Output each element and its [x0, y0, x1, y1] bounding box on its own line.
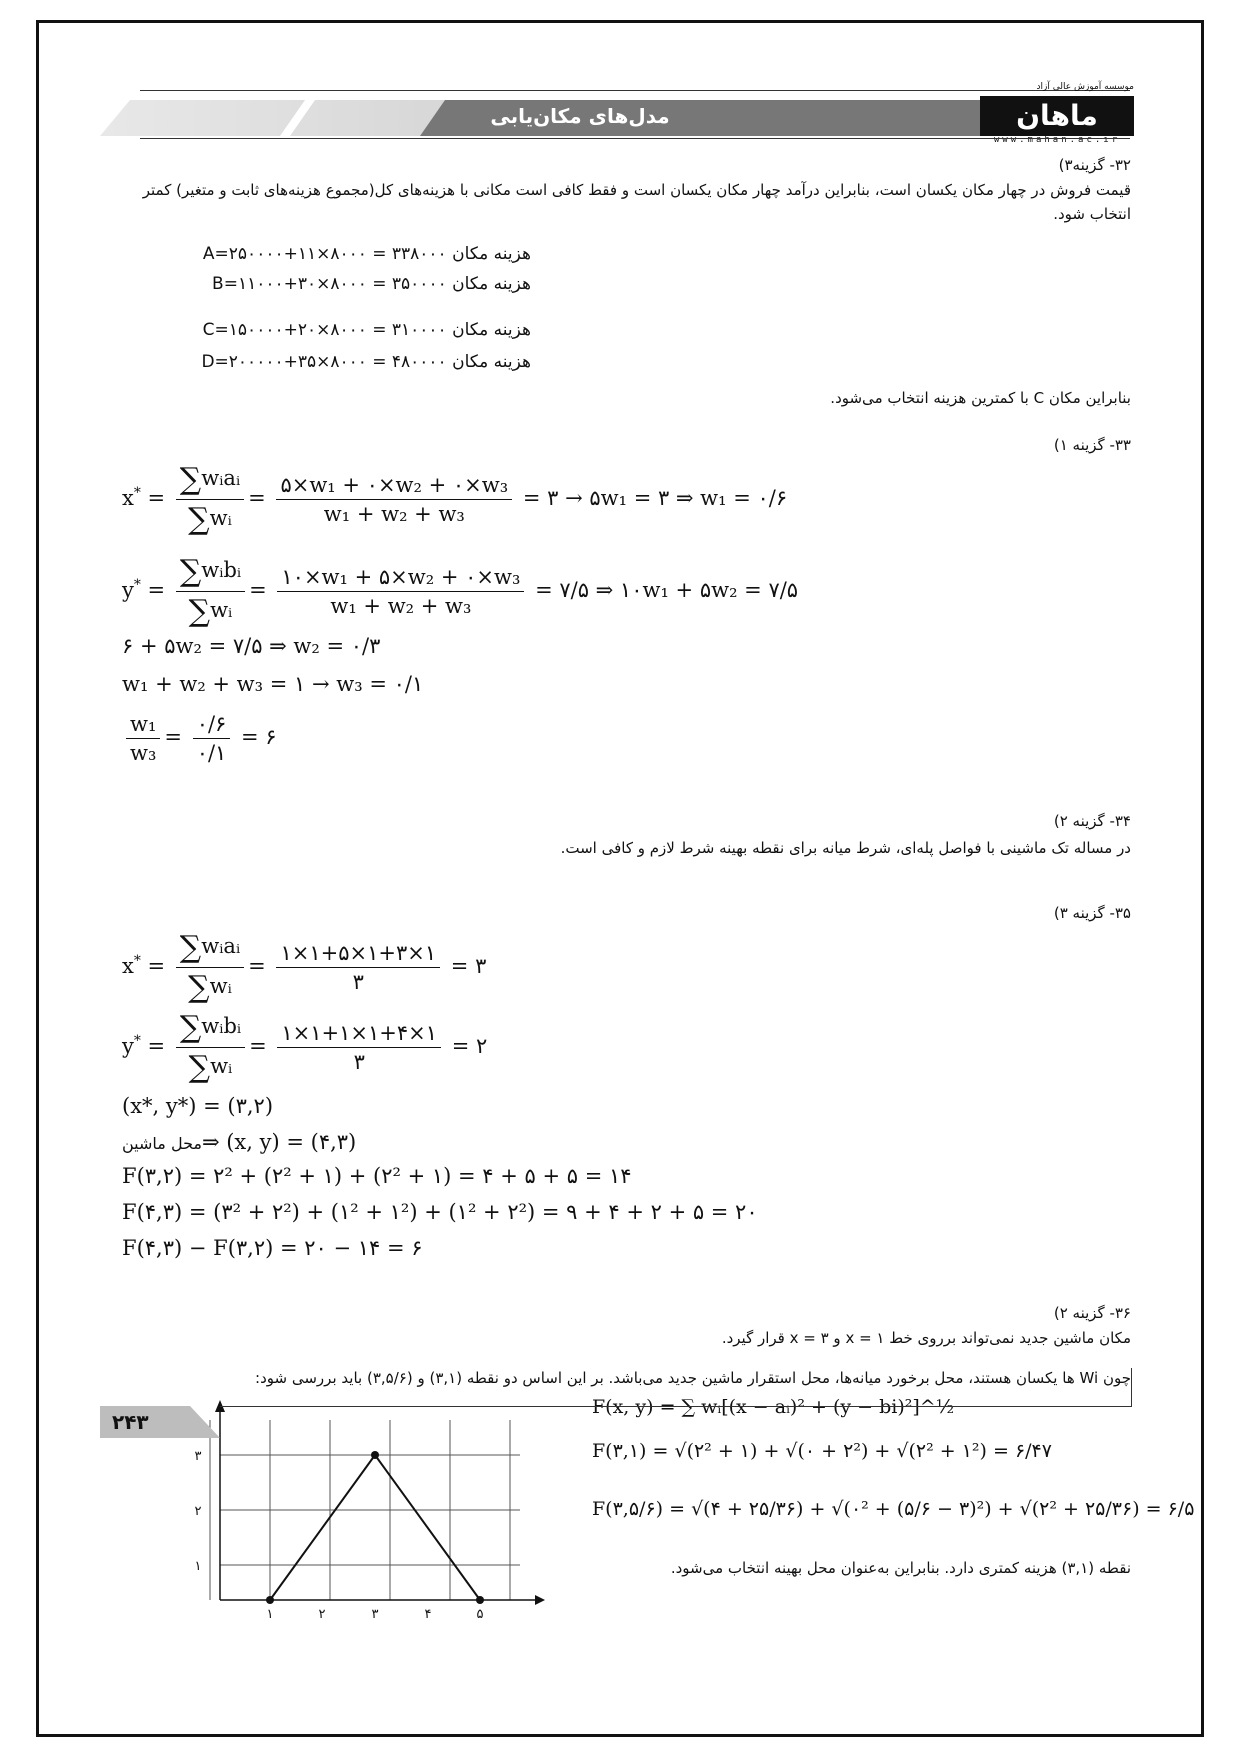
page-number: ۲۴۳ [112, 1410, 149, 1434]
header-bottom-rule [140, 138, 1130, 139]
q33-eq-y: y* = $\frac{\text{∑wᵢbᵢ}}{\text{∑wᵢ}}$ = $\frac{\text{۱۰×w₁ + ۵×w₂ + ۰×w₃}}{\text{w₁ + w₂ + w₃}}$ = ۷/۵ ⇒ ۱۰w₁ + ۵w₂ = ۷/۵ [122, 554, 799, 629]
q36-conclusion: نقطه (۳,۱) هزینه کمتری دارد. بنابراین به‌عنوان محل بهینه انتخاب می‌شود. [670, 1559, 1131, 1577]
cost-label: هزینه مکان A [202, 244, 531, 264]
q35-eq7: F(۴,۳) − F(۳,۲) = ۲۰ − ۱۴ = ۶ [122, 1236, 423, 1260]
cost-expr: ۱۱۰۰۰+۳۰×۸۰۰۰ = ۳۵۰۰۰۰ [237, 274, 447, 294]
q36-f2: F(۳,۱) = √(۲² + ۱) + √(۰ + ۲²) + √(۲² + ۱²) = ۶/۴۷ [592, 1440, 1052, 1462]
point-5-0 [476, 1596, 484, 1604]
point-3-3 [371, 1451, 379, 1459]
cost-row-d: هزینه مکان D=۲۰۰۰۰۰+۳۵×۸۰۰۰ = ۴۸۰۰۰۰ [201, 352, 531, 372]
q35-eq2-rhs: = ۲ [451, 1034, 488, 1058]
cost-row-b: هزینه مکان B=۱۱۰۰۰+۳۰×۸۰۰۰ = ۳۵۰۰۰۰ [212, 274, 531, 294]
logo-subtitle: موسسه آموزش عالی آزاد [1036, 82, 1134, 92]
q35-eq5: F(۳,۲) = ۲² + (۲² + ۱) + (۲² + ۱) = ۴ + ۵ + ۵ = ۱۴ [122, 1164, 632, 1188]
q33-eq5-num-r: ۰/۶ [193, 712, 231, 739]
footer-rule [220, 1406, 1132, 1407]
q35-eq2-den: ۳ [353, 1050, 365, 1074]
q32-number: ۳۲- گزینه۳) [1058, 156, 1131, 174]
q34-text: در مساله تک ماشینی با فواصل پله‌ای، شرط میانه برای نقطه بهینه شرط لازم و کافی است. [560, 839, 1131, 857]
q35-eq1-den: ۳ [352, 970, 364, 994]
q33-eq5-rhs: = ۶ [241, 725, 277, 749]
q33-eq5-num-l: w₁ [126, 712, 160, 739]
cost-label: هزینه مکان B [212, 274, 531, 294]
q35-number: ۳۵- گزینه ۳) [1053, 904, 1131, 922]
q33-eq1-num: ۵×w₁ + ۰×w₂ + ۰×w₃ [276, 473, 512, 500]
q35-eq6: F(۴,۳) = (۳² + ۲²) + (۱² + ۱²) + (۱² + ۲²) = ۹ + ۴ + ۲ + ۵ = ۲۰ [122, 1200, 758, 1224]
y-tick: ۲ [194, 1504, 202, 1519]
q35-eq1-rhs: = ۳ [450, 954, 487, 978]
q36-graph [180, 1400, 560, 1620]
cost-expr: ۲۰۰۰۰۰+۳۵×۸۰۰۰ = ۴۸۰۰۰۰ [228, 352, 447, 372]
q36-f1: F(x, y) = ∑ wᵢ[(x − aᵢ)² + (y − bi)²]^½ [592, 1396, 955, 1418]
q33-eq4: w₁ + w₂ + w₃ = ۱ → w₃ = ۰/۱ [122, 672, 424, 696]
q35-eq4-label: محل ماشین [122, 1134, 202, 1153]
q36-f3: F(۳,۵/۶) = √(۴ + ۲۵/۳۶) + √(۰² + (۵/۶ − ۳)²) + √(۲² + ۲۵/۳۶) = ۶/۵ [592, 1498, 1195, 1520]
q33-eq5-den-l: w₃ [130, 741, 157, 765]
q32-text: قیمت فروش در چهار مکان یکسان است، بنابراین درآمد چهار مکان یکسان است و فقط کافی است مکانی با هزینه‌های کل(مجموع هزینه‌های ثابت و متغیر) کمتر انتخاب شود. [142, 181, 1131, 223]
q33-eq2-den: w₁ + w₂ + w₃ [330, 594, 472, 618]
cost-row-c: هزینه مکان C=۱۵۰۰۰۰+۲۰×۸۰۰۰ = ۳۱۰۰۰۰ [202, 320, 531, 340]
y-tick: ۱ [194, 1559, 202, 1574]
logo-url: www.mahan.ac.ir [993, 135, 1121, 145]
q35-eq-x: x* = $\frac{\text{∑wᵢaᵢ}}{\text{∑wᵢ}}$ = $\frac{۱\times ۱+۵\times ۱+۳\times ۱}{۳}$ = ۳ [122, 930, 487, 1005]
q33-eq3: ۶ + ۵w₂ = ۷/۵ ⇒ w₂ = ۰/۳ [122, 634, 381, 658]
x-tick: ۵ [476, 1607, 484, 1620]
x-tick: ۱ [266, 1607, 274, 1620]
q33-eq5-den-r: ۰/۱ [196, 741, 227, 765]
cost-label: هزینه مکان C [202, 320, 531, 340]
footer-rule-vertical [1131, 1368, 1132, 1406]
q36-line1: مکان ماشین جدید نمی‌تواند برروی خط x = ۱ و x = ۳ قرار گیرد. [721, 1329, 1131, 1347]
q35-eq4: ⇒ (x, y) = (۴,۳) [201, 1130, 357, 1154]
q33-eq5: $\frac{\text{w₁}}{\text{w₃}}$ = $\frac{۰/۶}{۰/۱}$ = ۶ [122, 712, 277, 765]
cost-expr: ۲۵۰۰۰۰+۱۱×۸۰۰۰ = ۳۳۸۰۰۰ [228, 244, 447, 264]
cost-label: هزینه مکان D [201, 352, 531, 372]
q33-eq1-den: w₁ + w₂ + w₃ [323, 502, 465, 526]
q32-conclusion: بنابراین مکان C با کمترین هزینه انتخاب می‌شود. [830, 389, 1131, 407]
x-tick: ۲ [318, 1607, 326, 1620]
q33-eq1-rhs: = ۳ → ۵w₁ = ۳ ⇒ w₁ = ۰/۶ [522, 486, 788, 510]
triangle-path [270, 1455, 480, 1600]
point-1-0 [266, 1596, 274, 1604]
x-tick: ۳ [371, 1607, 379, 1620]
y-tick: ۳ [194, 1449, 202, 1464]
q33-eq2-rhs: = ۷/۵ ⇒ ۱۰w₁ + ۵w₂ = ۷/۵ [535, 578, 799, 602]
q36-line2: چون Wi ها یکسان هستند، محل برخورد میانه‌ها، محل استقرار ماشین جدید می‌باشد. بر این اساس دو نقطه (۳,۱) و (۳,۵/۶) باید بررسی شود: [255, 1369, 1131, 1387]
page-title: مدل‌های مکان‌یابی [490, 104, 670, 128]
q33-number: ۳۳- گزینه ۱) [1053, 436, 1131, 454]
q33-eq2-num: ۱۰×w₁ + ۵×w₂ + ۰×w₃ [277, 565, 524, 592]
q33-eq-x: x* = $\frac{\text{∑wᵢaᵢ}}{\text{∑wᵢ}}$ = $\frac{\text{۵×w₁ + ۰×w₂ + ۰×w₃}}{\text{w₁ + w₂ + w₃}}$ = ۳ → ۵w₁ = ۳ ⇒ w₁ = ۰/۶ [122, 462, 788, 537]
x-tick: ۴ [424, 1607, 432, 1620]
q34-number: ۳۴- گزینه ۲) [1053, 812, 1131, 830]
cost-row-a: هزینه مکان A=۲۵۰۰۰۰+۱۱×۸۰۰۰ = ۳۳۸۰۰۰ [202, 244, 531, 264]
q35-eq4-row [122, 1130, 356, 1154]
logo-wordmark: ماهان [980, 96, 1134, 136]
q35-eq1-num: ۱×۱+۵×۱+۳×۱ [276, 941, 440, 968]
q36-number: ۳۶- گزینه ۲) [1053, 1304, 1131, 1322]
q35-eq-y: y* = $\frac{\text{∑wᵢbᵢ}}{\text{∑wᵢ}}$ = $\frac{۱\times ۱+۱\times ۱+۴\times ۱}{۳}$ = ۲ [122, 1010, 488, 1085]
cost-expr: ۱۵۰۰۰۰+۲۰×۸۰۰۰ = ۳۱۰۰۰۰ [228, 320, 447, 340]
q35-eq2-num: ۱×۱+۱×۱+۴×۱ [277, 1021, 441, 1048]
q35-eq3: (x*, y*) = (۳,۲) [122, 1094, 274, 1118]
